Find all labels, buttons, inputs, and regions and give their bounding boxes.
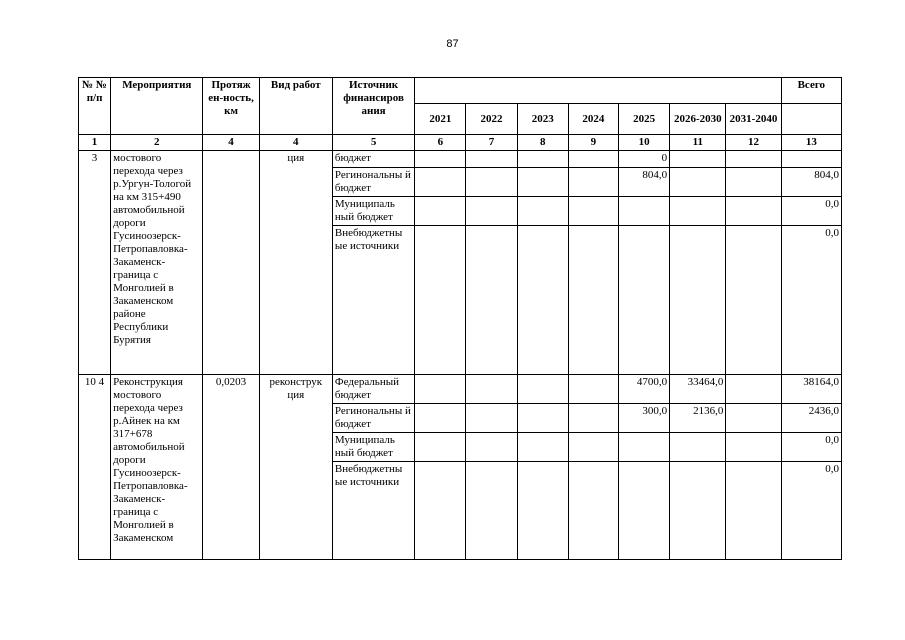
year-value: 804,0 xyxy=(618,168,669,197)
column-number: 12 xyxy=(726,135,781,151)
total-value xyxy=(781,151,841,168)
project-work-type: реконструк ция xyxy=(259,375,332,560)
header-year: 2022 xyxy=(466,104,517,135)
project-work-type: ция xyxy=(259,151,332,375)
total-value: 0,0 xyxy=(781,433,841,462)
year-value xyxy=(568,151,618,168)
column-number: 4 xyxy=(203,135,259,151)
year-value xyxy=(466,433,517,462)
project-number: 10 4 xyxy=(79,375,111,560)
project-length: 0,0203 xyxy=(203,375,259,560)
year-value xyxy=(415,151,466,168)
total-value: 0,0 xyxy=(781,462,841,560)
year-value xyxy=(466,226,517,375)
header-total-blank xyxy=(781,104,841,135)
year-value xyxy=(517,151,568,168)
table-row xyxy=(79,151,842,168)
year-value: 33464,0 xyxy=(670,375,726,404)
funding-source: Федеральный бюджет xyxy=(332,375,414,404)
year-value xyxy=(415,197,466,226)
year-value xyxy=(466,151,517,168)
column-number: 13 xyxy=(781,135,841,151)
column-number: 4 xyxy=(259,135,332,151)
funding-source: Регинональны й бюджет xyxy=(332,168,414,197)
year-value xyxy=(670,197,726,226)
column-number: 2 xyxy=(111,135,203,151)
project-event: Реконструкция мостового перехода через р.Айнек на км 317+678 автомобильной дороги Гусиноозерск-Петропавловка-Закаменск-граница с Монголией в Закаменском xyxy=(111,375,203,560)
year-value xyxy=(466,197,517,226)
year-value xyxy=(726,168,781,197)
column-number: 5 xyxy=(332,135,414,151)
year-value: 300,0 xyxy=(618,404,669,433)
year-value xyxy=(466,462,517,560)
year-value xyxy=(415,375,466,404)
year-value xyxy=(726,433,781,462)
column-number: 8 xyxy=(517,135,568,151)
year-value xyxy=(517,433,568,462)
total-value: 38164,0 xyxy=(781,375,841,404)
year-value xyxy=(517,226,568,375)
year-value xyxy=(415,168,466,197)
year-value xyxy=(415,462,466,560)
funding-source: Внебюджетны ые источники xyxy=(332,462,414,560)
header-work: Вид работ xyxy=(259,78,332,135)
header-year: 2025 xyxy=(618,104,669,135)
page-number: 87 xyxy=(446,38,459,50)
header-years-span xyxy=(415,78,781,104)
header-total: Всего xyxy=(781,78,841,104)
year-value xyxy=(568,375,618,404)
year-value xyxy=(618,226,669,375)
funding-source: Муниципаль ный бюджет xyxy=(332,433,414,462)
year-value: 0 xyxy=(618,151,669,168)
table-row xyxy=(79,375,842,404)
year-value xyxy=(670,462,726,560)
year-value xyxy=(670,151,726,168)
year-value xyxy=(568,462,618,560)
year-value xyxy=(517,404,568,433)
funding-table xyxy=(78,77,842,560)
funding-source: бюджет xyxy=(332,151,414,168)
year-value xyxy=(618,462,669,560)
project-number: 3 xyxy=(79,151,111,375)
column-number: 10 xyxy=(618,135,669,151)
header-year: 2023 xyxy=(517,104,568,135)
column-number: 11 xyxy=(670,135,726,151)
year-value xyxy=(726,151,781,168)
total-value: 804,0 xyxy=(781,168,841,197)
project-event: мостового перехода через р.Ургун-Тологой на км 315+490 автомобильной дороги Гусиноозерск-Петропавловка-Закаменск-граница с Монголией в Закаменском районе Республики Бурятия xyxy=(111,151,203,375)
year-value xyxy=(466,168,517,197)
header-source: Источник финансиров ания xyxy=(332,78,414,135)
year-value xyxy=(517,375,568,404)
funding-source: Внебюджетны ые источники xyxy=(332,226,414,375)
year-value: 2136,0 xyxy=(670,404,726,433)
year-value xyxy=(726,226,781,375)
year-value xyxy=(670,433,726,462)
year-value xyxy=(415,433,466,462)
year-value xyxy=(618,197,669,226)
funding-source: Регинональны й бюджет xyxy=(332,404,414,433)
year-value xyxy=(415,226,466,375)
year-value xyxy=(568,226,618,375)
total-value: 0,0 xyxy=(781,226,841,375)
year-value xyxy=(517,462,568,560)
total-value: 0,0 xyxy=(781,197,841,226)
year-value xyxy=(618,433,669,462)
year-value xyxy=(517,168,568,197)
year-value xyxy=(726,375,781,404)
project-length xyxy=(203,151,259,375)
header-year: 2031-2040 xyxy=(726,104,781,135)
year-value xyxy=(726,462,781,560)
year-value xyxy=(568,197,618,226)
year-value xyxy=(670,168,726,197)
column-number: 1 xyxy=(79,135,111,151)
column-number: 9 xyxy=(568,135,618,151)
year-value xyxy=(726,404,781,433)
column-number: 6 xyxy=(415,135,466,151)
year-value xyxy=(517,197,568,226)
year-value xyxy=(726,197,781,226)
year-value xyxy=(568,404,618,433)
year-value xyxy=(466,375,517,404)
year-value: 4700,0 xyxy=(618,375,669,404)
year-value xyxy=(466,404,517,433)
total-value: 2436,0 xyxy=(781,404,841,433)
header-year: 2021 xyxy=(415,104,466,135)
year-value xyxy=(568,433,618,462)
column-number: 7 xyxy=(466,135,517,151)
header-year: 2024 xyxy=(568,104,618,135)
header-num: № № п/п xyxy=(79,78,111,135)
year-value xyxy=(568,168,618,197)
funding-source: Муниципаль ный бюджет xyxy=(332,197,414,226)
year-value xyxy=(415,404,466,433)
year-value xyxy=(670,226,726,375)
header-event: Мероприятия xyxy=(111,78,203,135)
header-year: 2026-2030 xyxy=(670,104,726,135)
header-length: Протяж ен-ность, км xyxy=(203,78,259,135)
